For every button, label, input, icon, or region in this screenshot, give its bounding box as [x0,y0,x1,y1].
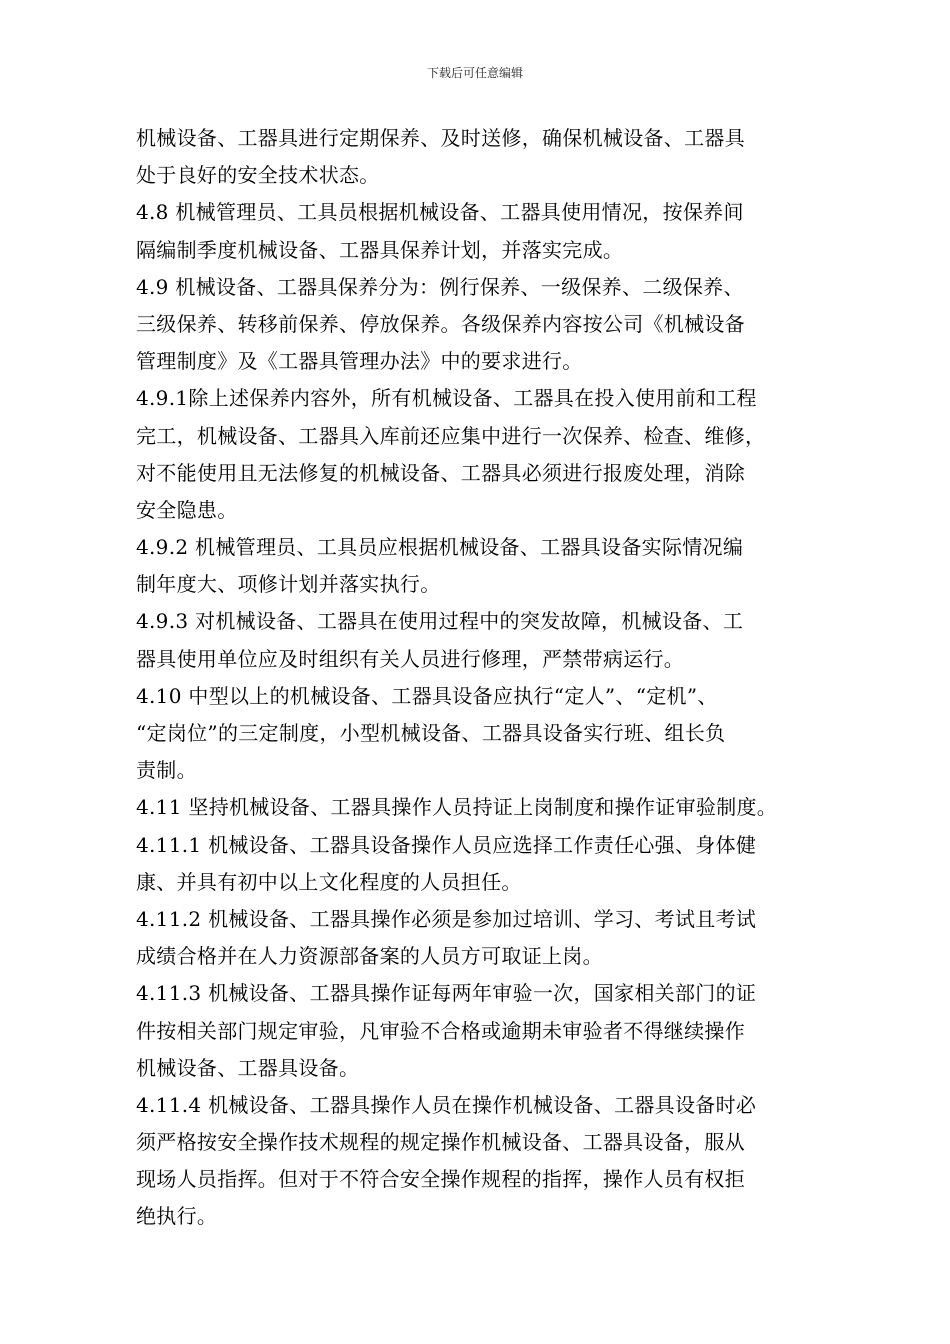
text-line: 4.8 机械管理员、工具员根据机械设备、工器具使用情况，按保养间 [136,200,744,225]
text-line: 对不能使用且无法修复的机械设备、工器具必须进行报废处理，消除 [136,460,745,485]
text-line: 机械设备、工器具进行定期保养、及时送修，确保机械设备、工器具 [136,126,745,150]
text-line: 隔编制季度机械设备、工器具保养计划，并落实完成。 [136,237,624,262]
text-line: 4.11.3 机械设备、工器具操作证每两年审验一次，国家相关部门的证 [136,981,757,1006]
text-line: 三级保养、转移前保养、停放保养。各级保养内容按公司《机械设备 [136,311,745,336]
text-line: 4.11 坚持机械设备、工器具操作人员持证上岗制度和操作证审验制度。 [136,795,778,820]
document-body [136,120,836,1236]
text-line: 4.11.4 机械设备、工器具操作人员在操作机械设备、工器具设备时必 [136,1092,757,1117]
text-line: 完工，机械设备、工器具入库前还应集中进行一次保养、检查、维修， [136,423,766,448]
page-header-note: 下载后可任意编辑 [426,66,523,80]
text-line: 4.9.1除上述保养内容外，所有机械设备、工器具在投入使用前和工程 [136,386,757,411]
text-line: 4.9 机械设备、工器具保养分为：例行保养、一级保养、二级保养、 [136,274,744,299]
text-line: 件按相关部门规定审验，凡审验不合格或逾期未审验者不得继续操作 [136,1018,745,1043]
text-line: 4.9.2 机械管理员、工具员应根据机械设备、工器具设备实际情况编 [136,535,744,560]
text-line: 4.10 中型以上的机械设备、工器具设备应执行“定人”、“定机”、 [136,683,718,708]
text-line: 制年度大、项修计划并落实执行。 [136,572,441,597]
text-line: 器具使用单位应及时组织有关人员进行修理，严禁带病运行。 [136,646,685,671]
text-line: 机械设备、工器具设备。 [136,1055,360,1080]
text-line: “定岗位”的三定制度，小型机械设备、工器具设备实行班、组长负 [136,721,726,745]
text-line: 4.9.3 对机械设备、工器具在使用过程中的突发故障，机械设备、工 [136,609,744,634]
text-line: 责制。 [136,758,197,783]
text-line: 康、并具有初中以上文化程度的人员担任。 [136,869,522,894]
text-line: 须严格按安全操作技术规程的规定操作机械设备、工器具设备，服从 [136,1130,745,1155]
text-line: 安全隐患。 [136,497,238,522]
text-line: 绝执行。 [136,1204,218,1229]
text-line: 4.11.1 机械设备、工器具设备操作人员应选择工作责任心强、身体健 [136,832,757,857]
text-line: 现场人员指挥。但对于不符合安全操作规程的指挥，操作人员有权拒 [136,1167,745,1192]
text-line: 处于良好的安全技术状态。 [136,163,380,188]
text-line: 成绩合格并在人力资源部备案的人员方可取证上岗。 [136,944,603,969]
text-line: 4.11.2 机械设备、工器具操作必须是参加过培训、学习、考试且考试 [136,906,757,931]
text-line: 管理制度》及《工器具管理办法》中的要求进行。 [136,349,583,374]
